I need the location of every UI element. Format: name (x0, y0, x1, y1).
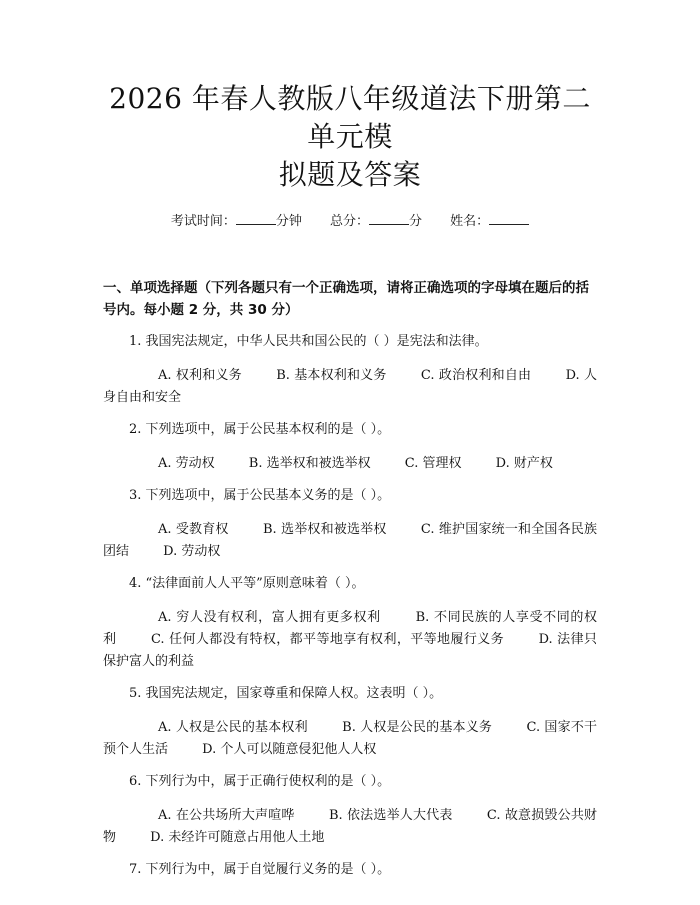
option-a: A. 受教育权 (158, 522, 229, 537)
name-label: 姓名： (450, 214, 490, 229)
option-c: C. 任何人都没有特权，都平等地享有权利，平等地履行义务 (150, 632, 505, 647)
exam-meta (103, 212, 597, 231)
question-6 (103, 771, 597, 849)
question-4 (103, 573, 597, 673)
option-b: B. 选举权和被选举权 (262, 522, 387, 537)
question-stem: 7. 下列行为中，属于自觉履行义务的是（ ）。 (129, 862, 391, 877)
option-a: A. 在公共场所大声喧哗 (158, 808, 295, 823)
exam-time (171, 214, 306, 229)
question-options (103, 453, 597, 475)
exam-name (450, 214, 529, 229)
option-b: B. 人权是公民的基本义务 (342, 720, 493, 735)
title-line-2: 拟题及答案 (278, 158, 422, 191)
question-stem: 1. 我国宪法规定，中华人民共和国公民的（ ）是宪法和法律。 (129, 334, 488, 349)
option-a: A. 穷人没有权利，富人拥有更多权利 (158, 610, 381, 625)
option-a: A. 人权是公民的基本权利 (158, 720, 308, 735)
option-a: A. 权利和义务 (158, 368, 242, 383)
option-d: D. 法律只保护富人的利益 (103, 632, 597, 669)
question-stem: 2. 下列选项中，属于公民基本权利的是（ ）。 (129, 422, 391, 437)
score-label: 总分： (329, 214, 369, 229)
option-c: C. 政治权利和自由 (420, 368, 532, 383)
question-stem: 6. 下列行为中，属于正确行使权利的是（ ）。 (129, 774, 391, 789)
name-blank (489, 212, 529, 225)
option-a: A. 劳动权 (158, 456, 215, 471)
time-label: 考试时间： (170, 214, 236, 229)
option-c: C. 国家不干预个人生活 (103, 720, 598, 757)
option-c: C. 故意损毁公共财物 (103, 808, 598, 845)
option-b: B. 依法选举人大代表 (328, 808, 453, 823)
question-options (103, 717, 597, 761)
document-title (103, 80, 597, 194)
time-blank (236, 212, 276, 225)
section-title: 一、单项选择题（下列各题只有一个正确选项，请将正确选项的字母填在题后的括号内。每小题 2 分，共 30 分） (103, 280, 589, 318)
score-blank (369, 212, 409, 225)
question-options (103, 805, 597, 849)
option-c: C. 管理权 (404, 456, 462, 471)
option-d: D. 个人可以随意侵犯他人人权 (202, 742, 377, 757)
question-stem: 3. 下列选项中，属于公民基本义务的是（ ）。 (129, 488, 391, 503)
question-options (103, 519, 597, 563)
option-d: D. 未经许可随意占用他人土地 (150, 830, 325, 845)
question-5 (103, 683, 597, 761)
option-b: B. 基本权利和义务 (276, 368, 387, 383)
score-unit: 分 (409, 214, 423, 229)
exam-score (330, 214, 426, 229)
question-stem: 4. “法律面前人人平等”原则意味着（ ）。 (129, 576, 365, 591)
option-d: D. 劳动权 (163, 544, 221, 559)
option-c: C. 维护国家统一和全国各民族团结 (103, 522, 598, 559)
question-2 (103, 419, 597, 475)
question-3 (103, 485, 597, 563)
question-options (103, 365, 597, 409)
option-d: D. 财产权 (495, 456, 553, 471)
question-options (103, 607, 597, 673)
question-stem: 5. 我国宪法规定，国家尊重和保障人权。这表明（ ）。 (129, 686, 443, 701)
time-unit: 分钟 (275, 214, 302, 229)
option-b: B. 选举权和被选举权 (248, 456, 371, 471)
option-d: D. 人身自由和安全 (103, 368, 598, 405)
option-b: B. 不同民族的人享受不同的权利 (103, 610, 597, 647)
question-1 (103, 331, 597, 409)
question-7 (103, 859, 597, 881)
title-line-1: 2026 年春人教版八年级道法下册第二单元模 (109, 82, 591, 153)
